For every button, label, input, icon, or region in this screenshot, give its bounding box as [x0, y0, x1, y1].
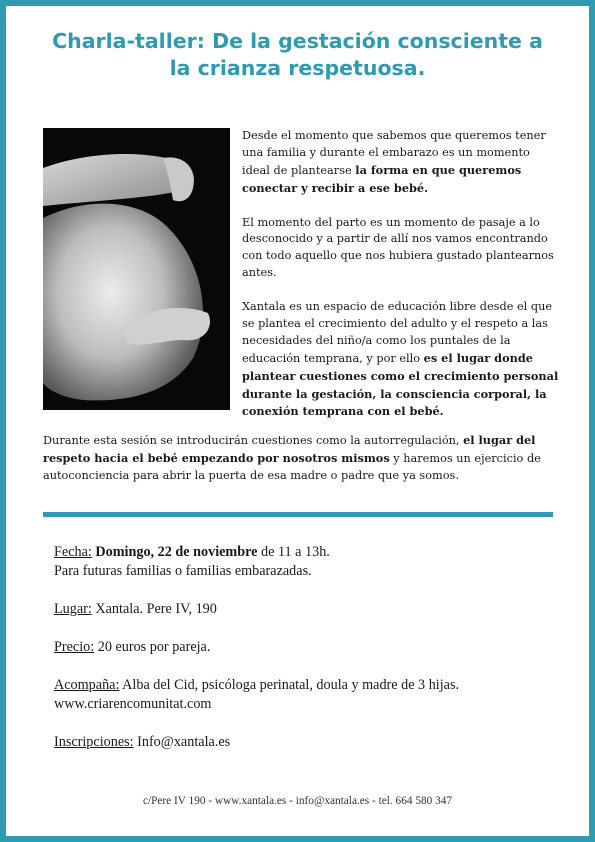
detail-acompana — [54, 676, 554, 714]
intro-paragraph-2: El momento del parto es un momento de pasaje a lo desconocido y a partir de allí nos vamos encontrando con todo aquello que nos hubiera gustado plantearnos antes. — [242, 215, 554, 280]
title-line-2: la crianza respetuosa. — [169, 56, 426, 80]
footer-contact: c/Pere IV 190 - www.xantala.es - info@xantala.es - tel. 664 580 347 — [142, 795, 453, 807]
intro-text — [242, 128, 560, 438]
precio-label: Precio: — [54, 639, 95, 655]
acompana-label: Acompaña: — [54, 677, 120, 693]
page-title — [0, 28, 595, 82]
acompana-website-link[interactable]: www.criarencomunitat.com — [54, 696, 212, 712]
detail-fecha — [54, 543, 554, 581]
intro-p3-text: Xantala es un espacio de educación libre desde el que se plantea el crecimiento del adulto y el respeto a las necesidades del niño/a como los puntales de la educación temprana, y por ello — [242, 300, 553, 365]
fecha-time: de 11 a 13h. — [257, 544, 330, 560]
fecha-line — [54, 543, 554, 562]
detail-precio — [54, 638, 554, 657]
inscripciones-email-link[interactable]: Info@xantala.es — [133, 734, 231, 750]
fecha-date: Domingo, 22 de noviembre — [95, 544, 258, 560]
fecha-audience: Para futuras familias o familias embarazadas. — [54, 563, 312, 579]
inscripciones-label: Inscripciones: — [54, 734, 134, 750]
session-text-a: Durante esta sesión se introducirán cuestiones como la autorregulación, — [43, 434, 464, 447]
fecha-label: Fecha: — [54, 544, 92, 560]
intro-paragraph-1 — [242, 128, 560, 198]
acompana-line — [54, 676, 554, 695]
intro-p3-bold: es el lugar donde plantear cuestiones como el crecimiento personal durante la gestación, la consciencia corporal, la conexión temprana con el bebé. — [242, 350, 559, 419]
title-line-1: Charla-taller: De la gestación consciente a — [52, 29, 543, 53]
event-details — [54, 543, 554, 771]
detail-inscripciones — [54, 733, 554, 752]
precio-value: 20 euros por pareja. — [94, 639, 211, 655]
intro-p1-text: Desde el momento que sabemos que queremos tener una familia y durante el embarazo es un momento ideal de plantearse — [242, 129, 546, 177]
session-description — [43, 432, 563, 485]
session-text-b: y haremos un ejercicio de autoconciencia para abrir la puerta de esa madre o padre que ya somos. — [43, 451, 541, 482]
intro-paragraph-3 — [242, 299, 560, 421]
intro-p1-bold: la forma en que queremos conectar y recibir a ese bebé. — [242, 162, 522, 195]
session-text-bold: el lugar del respeto hacia el bebé empezando por nosotros mismos — [43, 433, 536, 465]
detail-lugar — [54, 600, 554, 619]
acompana-value: Alba del Cid, psicóloga perinatal, doula y madre de 3 hijas. — [119, 677, 460, 693]
lugar-label: Lugar: — [54, 601, 92, 617]
pregnant-belly-photo — [43, 128, 230, 410]
section-divider — [43, 512, 553, 517]
lugar-value: Xantala. Pere IV, 190 — [91, 601, 217, 617]
